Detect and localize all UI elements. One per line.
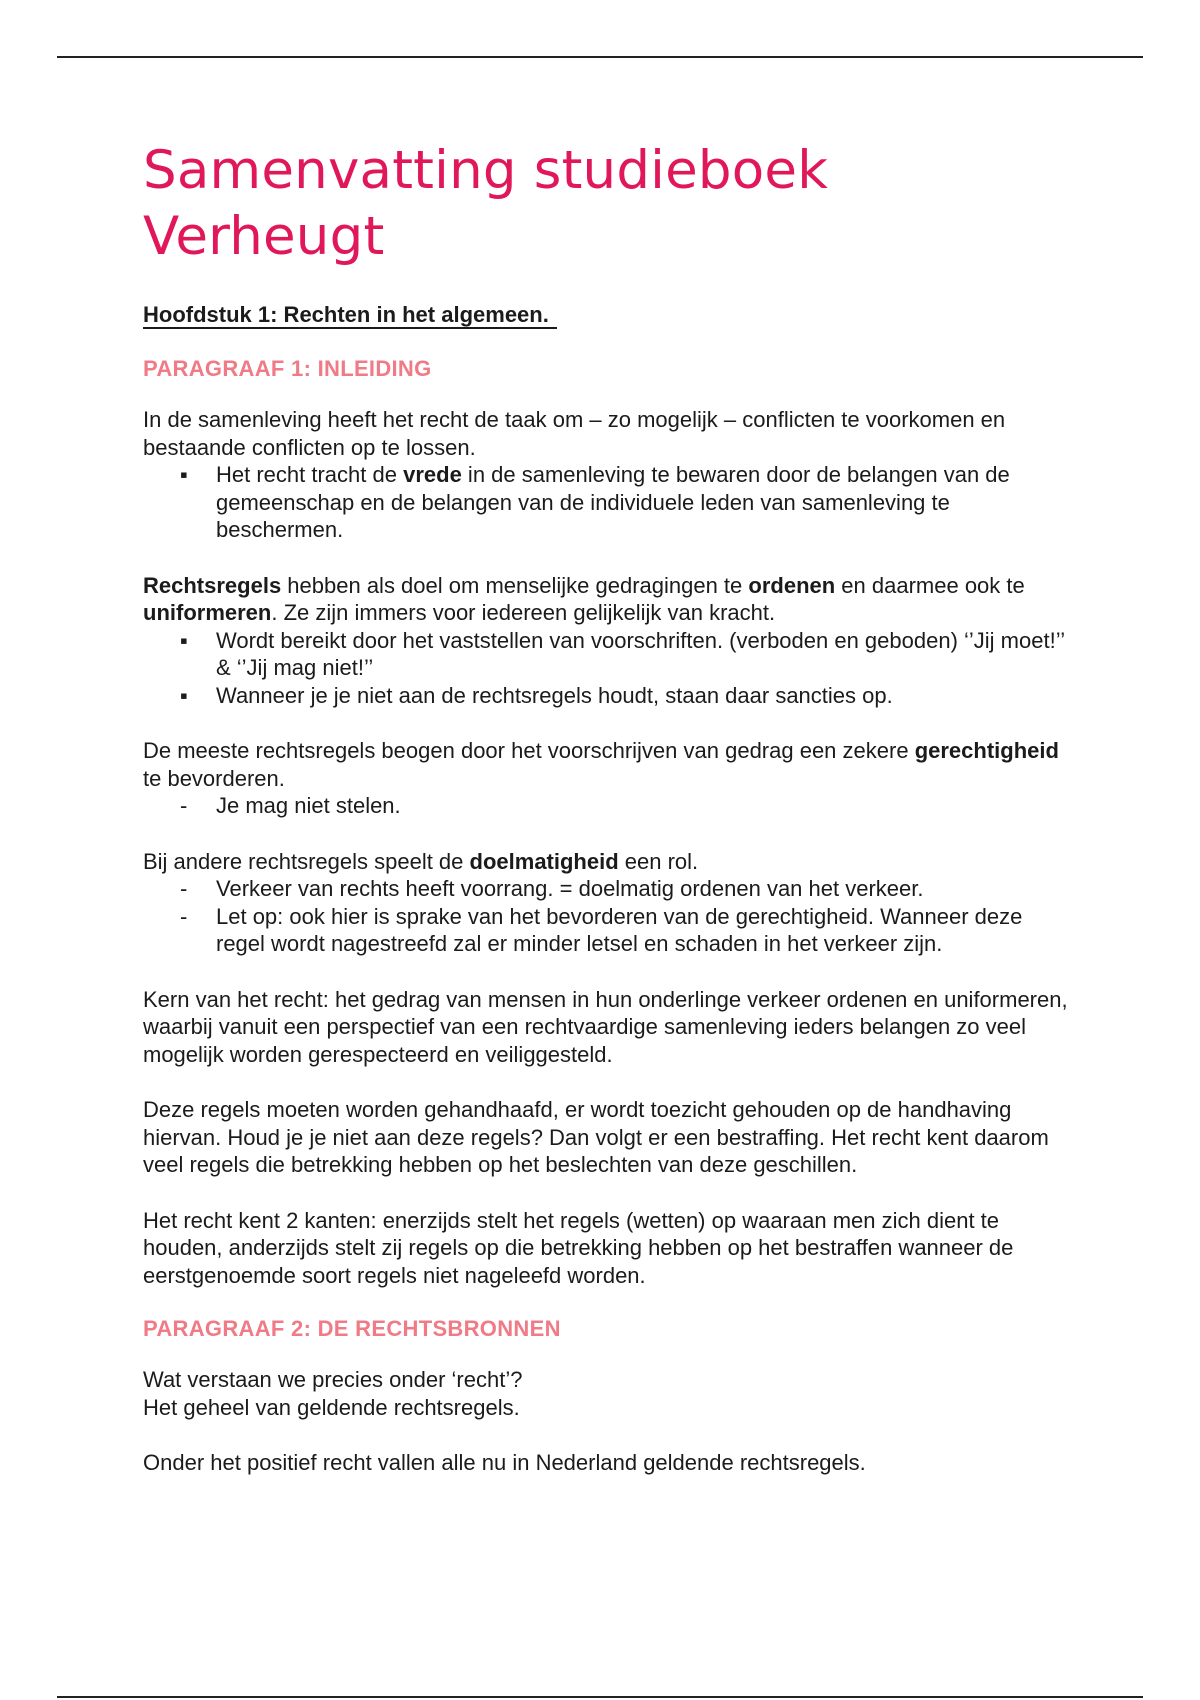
dash-bullet-icon: -	[180, 903, 188, 929]
paragraph: Rechtsregels hebben als doel om menselijke gedragingen te ordenen en daarmee ook te uniformeren. Ze zijn immers voor iedereen gelijkelijk van kracht.	[143, 572, 1025, 625]
paragraph: Kern van het recht: het gedrag van mensen in hun onderlinge verkeer ordenen en uniformeren, waarbij vanuit een perspectief van een rechtvaardige samenleving ieders belangen zo veel mogelijk worden gerespecteerd en veiliggesteld.	[143, 986, 1068, 1067]
document-title: Samenvatting studieboek Verheugt	[143, 140, 829, 267]
paragraph: Deze regels moeten worden gehandhaafd, er wordt toezicht gehouden op de handhaving hiervan. Houd je je niet aan deze regels? Dan volgt er een bestraffing. Het recht kent daarom veel regels die betrekking hebben op het beslechten van deze geschillen.	[143, 1097, 1049, 1177]
paragraph: Wat verstaan we precies onder ‘recht’? Het geheel van geldende rechtsregels.	[143, 1367, 523, 1420]
square-bullet-icon: ▪	[180, 627, 188, 653]
paragraph: Bij andere rechtsregels speelt de doelmatigheid een rol.	[143, 848, 699, 874]
dash-list	[143, 875, 1073, 958]
paragraph: De meeste rechtsregels beogen door het voorschrijven van gedrag een zekere gerechtigheid te bevorderen.	[143, 738, 1059, 791]
square-bullet-icon: ▪	[180, 462, 188, 487]
square-bullet-icon: ▪	[180, 682, 188, 708]
dash-bullet-icon: -	[180, 876, 188, 901]
list-item: ▪ Het recht tracht de vrede in de samenleving te bewaren door de belangen van de gemeenschap en de belangen van de individuele leden van samenleving te beschermen.	[180, 462, 1010, 542]
paragraph: Onder het positief recht vallen alle nu in Nederland geldende rechtsregels.	[143, 1450, 866, 1475]
chapter-heading: Hoofdstuk 1: Rechten in het algemeen.	[143, 302, 557, 329]
bullet-list	[143, 627, 1073, 710]
section-heading-2: PARAGRAAF 2: DE RECHTSBRONNEN	[143, 1316, 561, 1341]
paragraph: Het recht kent 2 kanten: enerzijds stelt het regels (wetten) op waaraan men zich dient te houden, anderzijds stelt zij regels op die betrekking hebben op het bestraffen wanneer de eerstgenoemde soort regels niet nageleefd worden.	[143, 1207, 1014, 1288]
paragraph: In de samenleving heeft het recht de taak om – zo mogelijk – conflicten te voorkomen en bestaande conflicten op te lossen.	[143, 407, 1006, 460]
section-heading-1: PARAGRAAF 1: INLEIDING	[143, 356, 432, 381]
list-item: ▪ Wordt bereikt door het vaststellen van voorschriften. (verboden en geboden) ‘’Jij moet!’’ & ‘’Jij mag niet!’’	[180, 627, 1065, 680]
list-item: - Let op: ook hier is sprake van het bevorderen van de gerechtigheid. Wanneer deze regel wordt nagestreefd zal er minder letsel en schaden in het verkeer zijn.	[180, 903, 1023, 956]
list-item: - Verkeer van rechts heeft voorrang. = doelmatig ordenen van het verkeer.	[180, 876, 924, 901]
list-item: - Je mag niet stelen.	[180, 793, 401, 818]
document-body	[143, 138, 1073, 1477]
dash-bullet-icon: -	[180, 793, 188, 818]
footer-rule	[57, 1696, 1143, 1698]
dash-list	[143, 792, 1073, 820]
header-rule	[57, 56, 1143, 58]
bullet-list	[143, 461, 1073, 544]
list-item: ▪ Wanneer je je niet aan de rechtsregels houdt, staan daar sancties op.	[180, 682, 893, 708]
